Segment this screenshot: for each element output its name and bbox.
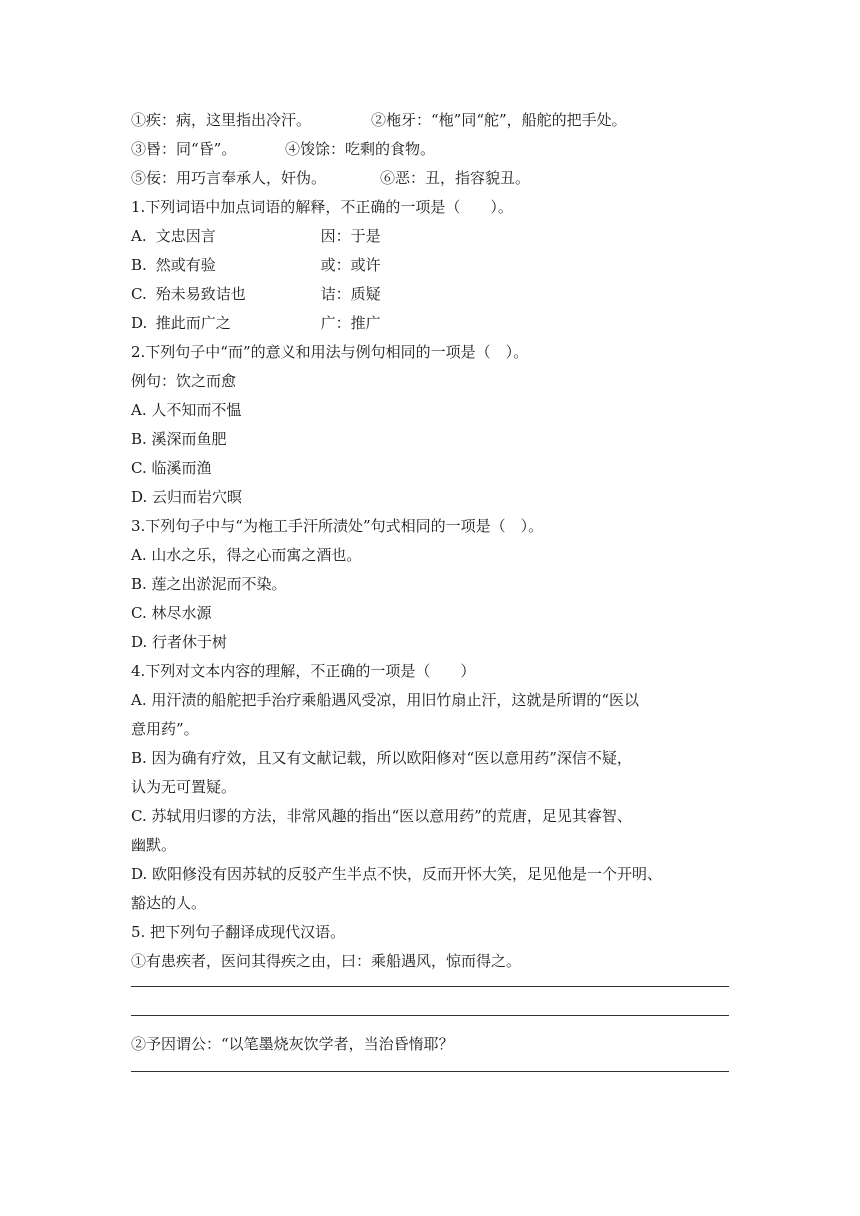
question-2-stem: 2.下列句子中“而”的意义和用法与例句相同的一项是（ ）。 bbox=[131, 343, 529, 361]
q2-example: 例句：饮之而愈 bbox=[131, 372, 237, 390]
q1-option[interactable] bbox=[131, 280, 731, 309]
q2-option[interactable]: A. 人不知而不愠 bbox=[131, 401, 242, 419]
question-4-stem: 4.下列对文本内容的理解，不正确的一项是（ ） bbox=[131, 662, 476, 680]
answer-line[interactable] bbox=[131, 1015, 729, 1016]
option-gloss: 或：或许 bbox=[320, 256, 381, 274]
q1-option[interactable] bbox=[131, 251, 731, 280]
q2-option[interactable]: D. 云归而岩穴暝 bbox=[131, 488, 243, 506]
q1-option[interactable] bbox=[131, 222, 731, 251]
gloss-note: ⑤佞：用巧言奉承人，奸伪。 bbox=[131, 169, 327, 187]
q3-option[interactable]: C. 林尽水源 bbox=[131, 604, 212, 622]
q4-option-a-line2: 意用药”。 bbox=[131, 720, 199, 738]
gloss-row bbox=[131, 135, 731, 164]
gloss-row bbox=[131, 106, 731, 135]
q4-option-b-line2: 认为无可置疑。 bbox=[131, 778, 237, 796]
option-letter: A. bbox=[131, 227, 147, 245]
q4-option-c-line2: 幽默。 bbox=[131, 836, 177, 854]
worksheet bbox=[131, 106, 731, 1100]
q3-option[interactable]: A. 山水之乐，得之心而寓之酒也。 bbox=[131, 546, 362, 564]
option-letter: C. bbox=[131, 285, 147, 303]
question-1-stem: 1.下列词语中加点词语的解释，不正确的一项是（ ）。 bbox=[131, 198, 513, 216]
q4-option-d-line2: 豁达的人。 bbox=[131, 894, 207, 912]
answer-line[interactable] bbox=[131, 986, 729, 987]
option-letter: D. bbox=[131, 314, 148, 332]
q5-sentence-2: ②予因谓公：“以笔墨烧灰饮学者，当治昏惰耶？ bbox=[131, 1035, 454, 1053]
gloss-note: ④馂馀：吃剩的食物。 bbox=[285, 140, 436, 158]
option-gloss: 诘：质疑 bbox=[320, 285, 381, 303]
q5-sentence-1: ①有患疾者，医问其得疾之由，曰：乘船遇风，惊而得之。 bbox=[131, 952, 522, 970]
q2-option[interactable]: B. 溪深而鱼肥 bbox=[131, 430, 227, 448]
q1-option[interactable] bbox=[131, 309, 731, 338]
question-3-stem: 3.下列句子中与“为柂工手汗所渍处”句式相同的一项是（ ）。 bbox=[131, 517, 544, 535]
option-letter: B. bbox=[131, 256, 147, 274]
q4-option-c-line1[interactable]: C. 苏轼用归谬的方法，非常风趣的指出“医以意用药”的荒唐，足见其睿智、 bbox=[131, 807, 632, 825]
gloss-note: ③昬：同“昏”。 bbox=[131, 140, 237, 158]
gloss-note: ①疾：病，这里指出冷汗。 bbox=[131, 111, 312, 129]
q2-option[interactable]: C. 临溪而渔 bbox=[131, 459, 212, 477]
q4-option-b-line1[interactable]: B. 因为确有疗效，且又有文献记载，所以欧阳修对“医以意用药”深信不疑， bbox=[131, 749, 632, 767]
option-gloss: 因：于是 bbox=[320, 227, 381, 245]
option-phrase: 推此而广之 bbox=[155, 314, 231, 332]
q3-option[interactable]: D. 行者休于树 bbox=[131, 633, 228, 651]
question-5-stem: 5. 把下列句子翻译成现代汉语。 bbox=[131, 923, 346, 941]
option-phrase: 文忠因言 bbox=[155, 227, 216, 245]
option-phrase: 殆未易致诘也 bbox=[155, 285, 246, 303]
option-gloss: 广：推广 bbox=[320, 314, 381, 332]
gloss-row bbox=[131, 164, 731, 193]
gloss-note: ⑥恶：丑，指容貌丑。 bbox=[380, 169, 531, 187]
gloss-note: ②柂牙：“柂”同“舵”，船舵的把手处。 bbox=[371, 111, 627, 129]
option-phrase: 然或有验 bbox=[155, 256, 216, 274]
q3-option[interactable]: B. 莲之出淤泥而不染。 bbox=[131, 575, 287, 593]
q4-option-a-line1[interactable]: A. 用汗渍的船舵把手治疗乘船遇风受凉，用旧竹扇止汗，这就是所谓的“医以 bbox=[131, 691, 640, 709]
q4-option-d-line1[interactable]: D. 欧阳修没有因苏轼的反驳产生半点不快，反而开怀大笑，足见他是一个开明、 bbox=[131, 865, 663, 883]
answer-line[interactable] bbox=[131, 1071, 729, 1072]
